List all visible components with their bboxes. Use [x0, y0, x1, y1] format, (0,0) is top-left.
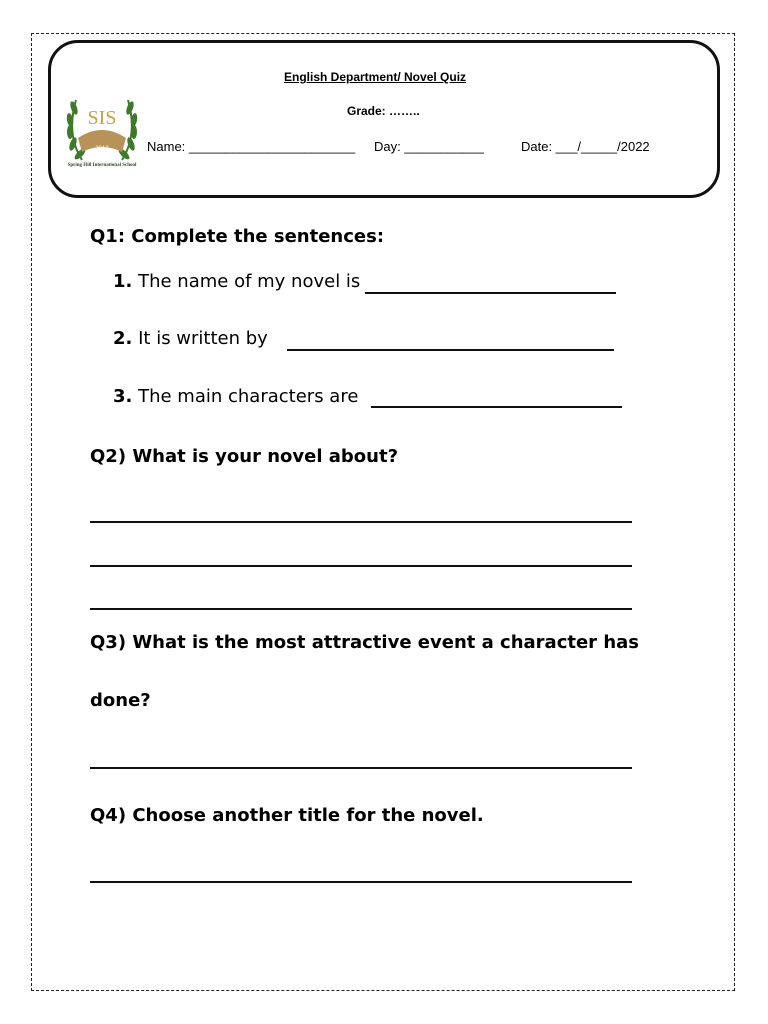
- q1-item-3-number: 3.: [113, 386, 133, 407]
- q1-item-3: [113, 386, 358, 407]
- q1-item-1: [113, 271, 360, 292]
- q3-answer-line[interactable]: [90, 767, 632, 769]
- quiz-title: English Department/ Novel Quiz: [284, 70, 467, 84]
- q1-item-2-blank[interactable]: [287, 349, 614, 351]
- logo-initials: SIS: [87, 107, 117, 129]
- q1-item-1-number: 1.: [113, 271, 133, 292]
- name-field: Name: _______________________: [147, 139, 356, 154]
- grade-field: Grade: ……..: [347, 104, 420, 118]
- q2-answer-line-3[interactable]: [90, 608, 632, 610]
- q2-answer-line-2[interactable]: [90, 565, 632, 567]
- header-box: [48, 40, 720, 198]
- q1-title: Q1: Complete the sentences:: [90, 226, 385, 247]
- school-logo: [62, 80, 142, 175]
- q4-title: Q4) Choose another title for the novel.: [90, 805, 484, 826]
- q1-item-2-number: 2.: [113, 328, 133, 349]
- logo-caption: Spring Hill International School: [67, 163, 137, 168]
- q4-answer-line[interactable]: [90, 881, 632, 883]
- q2-answer-line-1[interactable]: [90, 521, 632, 523]
- q1-item-2: [113, 328, 268, 349]
- q1-item-2-text: It is written by: [138, 328, 268, 349]
- logo-year: 2013: [95, 146, 109, 152]
- q2-title: Q2) What is your novel about?: [90, 446, 399, 467]
- q3-title-line-1: Q3) What is the most attractive event a character has: [90, 632, 639, 653]
- day-field: Day: ___________: [374, 139, 484, 154]
- q1-item-1-text: The name of my novel is: [138, 271, 361, 292]
- q1-item-3-blank[interactable]: [371, 406, 622, 408]
- q1-item-1-blank[interactable]: [365, 292, 616, 294]
- q1-item-3-text: The main characters are: [138, 386, 359, 407]
- q3-title-line-2: done?: [90, 690, 151, 711]
- date-field: Date: ___/_____/2022: [521, 139, 650, 154]
